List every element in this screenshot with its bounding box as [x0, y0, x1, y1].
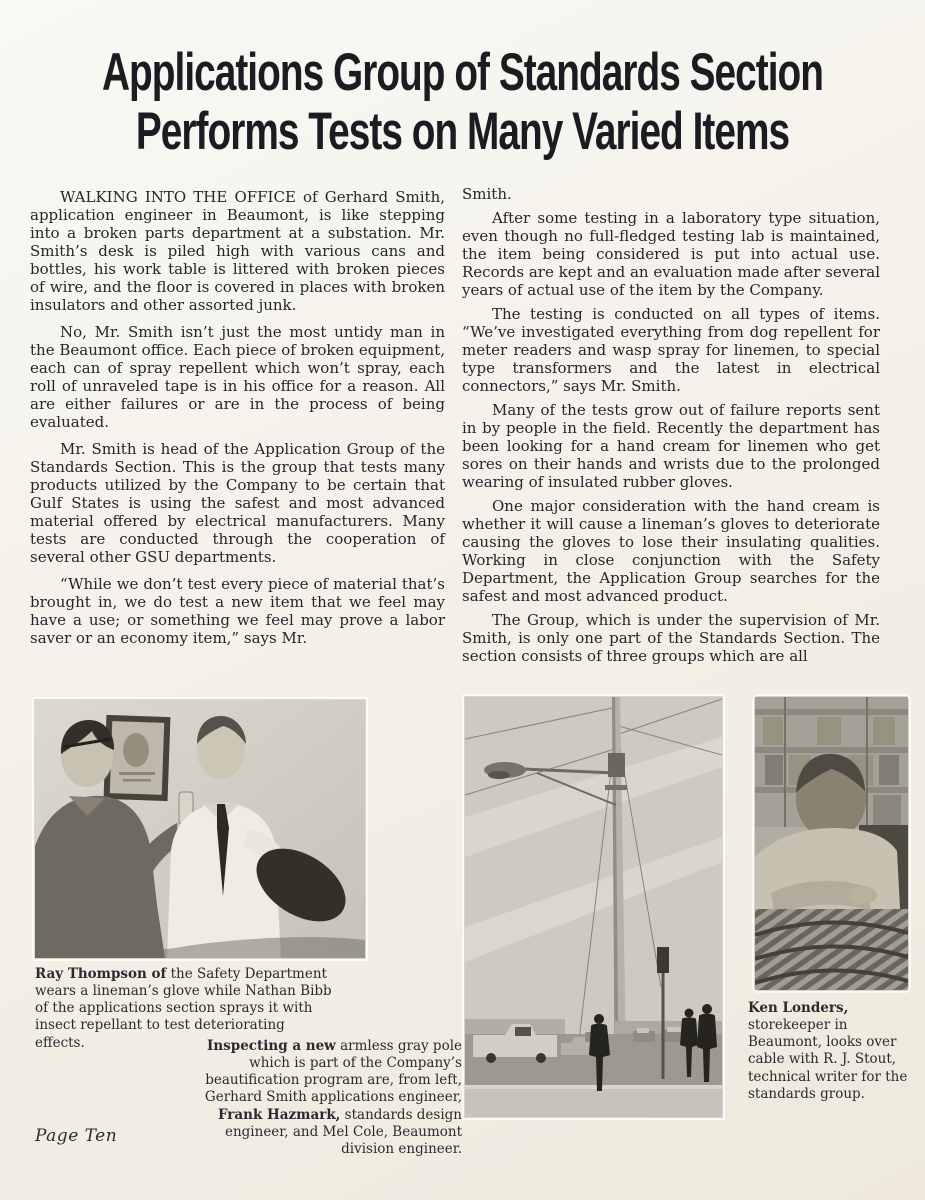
paragraph-untidy-man: No, Mr. Smith isn’t just the most untidy man in the Beaumont office. Each piece of broken equipment, each can of spray repellent which won’t spray, each roll of unraveled tape is in his office for a reason. All are either failures or are in the process of being evaluated.: [30, 323, 445, 431]
photo-cable-inspection-image: [755, 697, 908, 990]
paragraph-lab-testing: After some testing in a laboratory type situation, even though no full-fledged testing lab is maintained, the item being considered is put into actual use. Records are kept and an evaluation made after several years of actual use of the item by the Company.: [462, 209, 880, 299]
paragraph-hand-cream: One major consideration with the hand cream is whether it will cause a lineman’s gloves to deteriorate causing the gloves to lose their insulating qualities. Working in close conjunction with the Safety Department, the Application Group searches for the safest and most advanced product.: [462, 497, 880, 605]
paragraph-smith-continuation: Smith.: [462, 185, 512, 203]
page-number-label: Page Ten: [35, 1126, 118, 1146]
photo-armless-pole: [465, 697, 722, 1117]
headline-line-2: Performs Tests on Many Varied Items: [135, 102, 790, 161]
caption-text: the Safety Department wears a lineman’s glove while Nathan Bibb of the applications section sprays it with insect repellant to test deteriorating effects.: [35, 966, 332, 1051]
paragraph-test-quote: “While we don’t test every piece of material that’s brought in, we do test a new item that we feel may have a use; or something we feel may prove a labor saver or an economy item,” says Mr.: [30, 575, 445, 647]
paragraph-application-group: Mr. Smith is head of the Application Group of the Standards Section. This is the group that tests many products utilized by the Company to be certain that Gulf States is using the safest and most advanced material offered by electrical manufacturers. Many tests are conducted through the cooperation of several other GSU departments.: [30, 440, 445, 566]
caption-text: armless gray pole which is part of the Company’s beautification program are, from left, Gerhard Smith applications engineer,: [204, 1038, 462, 1106]
paragraph-walking-into-office: WALKING INTO THE OFFICE of Gerhard Smith, application engineer in Beaumont, is like stepping into a broken parts department at a substation. Mr. Smith’s desk is piled high with various cans and bottles, his work table is littered with broken pieces of wire, and the floor is covered in places with broken insulators and other assorted junk.: [30, 188, 445, 314]
paragraph-standards-section: The Group, which is under the supervision of Mr. Smith, is only one part of the Standards Section. The section consists of three groups which are all: [462, 611, 880, 665]
framed-certificate: [104, 715, 171, 801]
article-headline: [0, 44, 925, 162]
caption-lead: Inspecting a new: [207, 1038, 336, 1054]
caption-text: storekeeper in Beaumont, looks over cable with R. J. Stout, technical writer for the standards group.: [748, 1017, 908, 1102]
photo-caption-right: [748, 1000, 910, 1103]
photo-armless-pole-image: [465, 697, 722, 1117]
cable-reel: [755, 909, 908, 990]
photo-cable-inspection: [755, 697, 908, 990]
caption-text: standards design engineer, and Mel Cole, Beaumont division engineer.: [224, 1106, 462, 1157]
caption-lead: Ray Thompson of: [35, 966, 167, 982]
caption-name-bold: Frank Hazmark,: [217, 1106, 341, 1123]
photo-glove-spray-test-image: [35, 700, 365, 958]
paragraph-all-types-items: The testing is conducted on all types of items. “We’ve investigated everything from dog repellent for meter readers and wasp spray for linemen, to special type transformers and the latest in electrical connectors,” says Mr. Smith.: [462, 305, 880, 395]
photo-glove-spray-test: [35, 700, 365, 958]
article-column-right: [462, 185, 880, 671]
headline-line-1: Applications Group of Standards Section: [101, 43, 823, 102]
article-column-left: [30, 188, 445, 656]
caption-lead: Ken Londers,: [748, 1000, 849, 1016]
photo-caption-middle: [196, 1038, 462, 1158]
paragraph-failure-reports: Many of the tests grow out of failure reports sent in by people in the field. Recently the department has been looking for a hand cream for linemen who get sores on their hands and wrists due to the prolonged wearing of insulated rubber gloves.: [462, 401, 880, 491]
